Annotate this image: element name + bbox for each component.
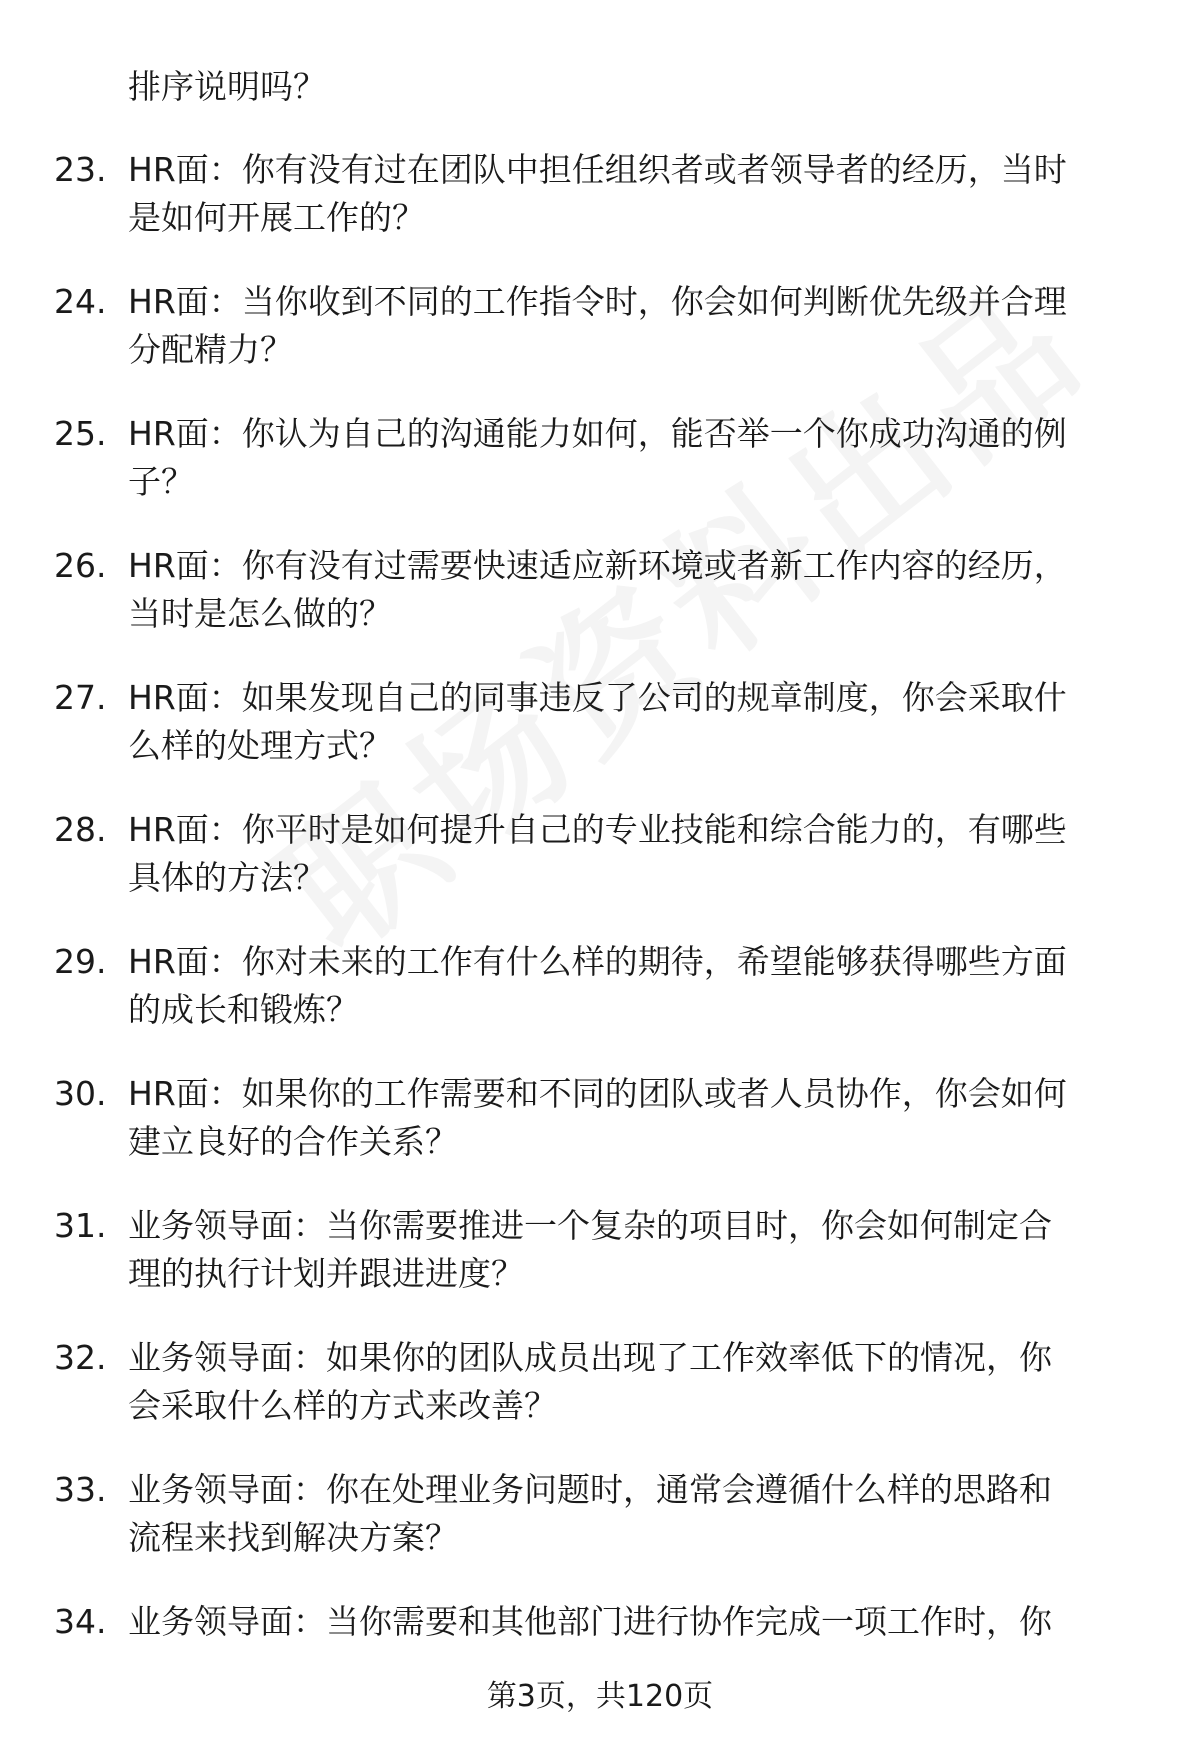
question-item-23 — [0, 146, 1200, 278]
question-item-28 — [0, 806, 1200, 938]
question-item-27 — [0, 674, 1200, 806]
question-line: 当时是怎么做的？ — [128, 594, 392, 633]
question-line: HR面：你有没有过在团队中担任组织者或者领导者的经历，当时 — [128, 150, 1067, 189]
question-line: HR面：你认为自己的沟通能力如何，能否举一个你成功沟通的例 — [128, 414, 1067, 453]
question-number: 32. — [54, 1338, 107, 1377]
question-line: 理的执行计划并跟进进度？ — [128, 1254, 524, 1293]
question-line: HR面：如果你的工作需要和不同的团队或者人员协作，你会如何 — [128, 1074, 1067, 1113]
lead-text: 排序说明吗？ — [128, 67, 326, 106]
question-text — [128, 278, 1158, 374]
question-number: 27. — [54, 678, 107, 717]
question-line: HR面：如果发现自己的同事违反了公司的规章制度，你会采取什 — [128, 678, 1067, 717]
question-line: 具体的方法？ — [128, 858, 326, 897]
question-number: 26. — [54, 546, 107, 585]
question-number: 34. — [54, 1602, 107, 1641]
question-list — [0, 146, 1200, 1730]
question-line: 么样的处理方式？ — [128, 726, 392, 765]
page-footer: 第3页，共120页 — [486, 1679, 714, 1714]
question-number: 29. — [54, 942, 107, 981]
question-item-24 — [0, 278, 1200, 410]
question-text — [128, 542, 1158, 638]
question-text — [128, 410, 1158, 506]
question-text — [128, 806, 1158, 902]
question-item-25 — [0, 410, 1200, 542]
question-item-26 — [0, 542, 1200, 674]
question-number: 25. — [54, 414, 107, 453]
question-line: 子？ — [128, 462, 194, 501]
question-line: 流程来找到解决方案？ — [128, 1518, 458, 1557]
question-text — [128, 1598, 1158, 1646]
question-line: HR面：你对未来的工作有什么样的期待，希望能够获得哪些方面 — [128, 942, 1067, 981]
question-line: HR面：当你收到不同的工作指令时，你会如何判断优先级并合理 — [128, 282, 1067, 321]
question-text — [128, 1070, 1158, 1166]
question-text — [128, 938, 1158, 1034]
question-text — [128, 1334, 1158, 1430]
question-number: 30. — [54, 1074, 107, 1113]
question-text — [128, 1202, 1158, 1298]
question-line: 是如何开展工作的？ — [128, 198, 425, 237]
question-number: 24. — [54, 282, 107, 321]
question-item-30 — [0, 1070, 1200, 1202]
question-line: 建立良好的合作关系？ — [128, 1122, 458, 1161]
question-number: 28. — [54, 810, 107, 849]
question-item-31 — [0, 1202, 1200, 1334]
question-item-33 — [0, 1466, 1200, 1598]
question-number: 33. — [54, 1470, 107, 1509]
question-line: 业务领导面：你在处理业务问题时，通常会遵循什么样的思路和 — [128, 1470, 1052, 1509]
question-text — [128, 1466, 1158, 1562]
question-line: 业务领导面：如果你的团队成员出现了工作效率低下的情况，你 — [128, 1338, 1052, 1377]
question-line: 分配精力？ — [128, 330, 293, 369]
question-line: 业务领导面：当你需要和其他部门进行协作完成一项工作时，你 — [128, 1602, 1052, 1641]
question-text — [128, 674, 1158, 770]
question-line: HR面：你有没有过需要快速适应新环境或者新工作内容的经历， — [128, 546, 1067, 585]
question-line: 业务领导面：当你需要推进一个复杂的项目时，你会如何制定合 — [128, 1206, 1052, 1245]
question-number: 31. — [54, 1206, 107, 1245]
question-number: 23. — [54, 150, 107, 189]
question-line: HR面：你平时是如何提升自己的专业技能和综合能力的，有哪些 — [128, 810, 1067, 849]
question-item-29 — [0, 938, 1200, 1070]
question-line: 的成长和锻炼？ — [128, 990, 359, 1029]
question-text — [128, 146, 1158, 242]
question-item-32 — [0, 1334, 1200, 1466]
question-line: 会采取什么样的方式来改善？ — [128, 1386, 557, 1425]
